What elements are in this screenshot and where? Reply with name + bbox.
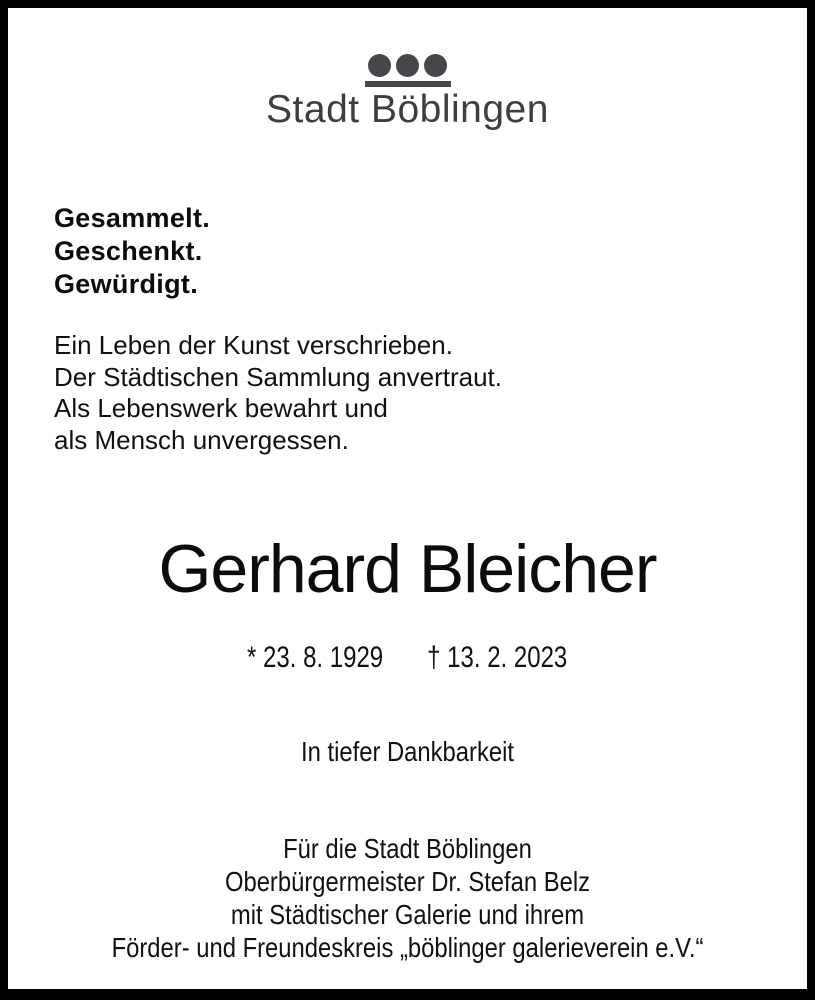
death-date: † 13. 2. 2023 (427, 641, 568, 674)
headline-block (54, 202, 210, 301)
memorial-text-line: Als Lebenswerk bewahrt und (54, 393, 388, 423)
logo-dot-icon (396, 54, 419, 77)
logo-three-dots-icon (8, 54, 807, 77)
birth-date: * 23. 8. 1929 (247, 641, 384, 674)
city-logo (8, 54, 807, 133)
memorial-text-line: Ein Leben der Kunst verschrieben. (54, 330, 453, 360)
headline-line: Gewürdigt. (54, 269, 198, 299)
signature-line: mit Städtischer Galerie und ihrem (230, 899, 585, 930)
signature-block (68, 832, 747, 964)
memorial-text-block (54, 330, 502, 456)
logo-dot-icon (424, 54, 447, 77)
memorial-text-line: Der Städtischen Sammlung anvertraut. (54, 361, 502, 392)
signature-line: Förder- und Freundeskreis „böblinger galerieverein e.V.“ (111, 932, 704, 963)
signature-line: Für die Stadt Böblingen (283, 833, 532, 864)
logo-dot-icon (368, 54, 391, 77)
signature-line: Oberbürgermeister Dr. Stefan Belz (224, 866, 591, 897)
dates-row (8, 641, 807, 674)
gratitude-text: In tiefer Dankbarkeit (300, 736, 514, 767)
deceased-name: Gerhard Bleicher (158, 531, 657, 607)
logo-bar-icon (365, 81, 451, 87)
logo-city-name: Stadt Böblingen (266, 88, 549, 131)
headline-line: Gesammelt. (54, 203, 211, 233)
headline-line: Geschenkt. (54, 236, 203, 266)
memorial-text-line: als Mensch unvergessen. (54, 424, 349, 455)
